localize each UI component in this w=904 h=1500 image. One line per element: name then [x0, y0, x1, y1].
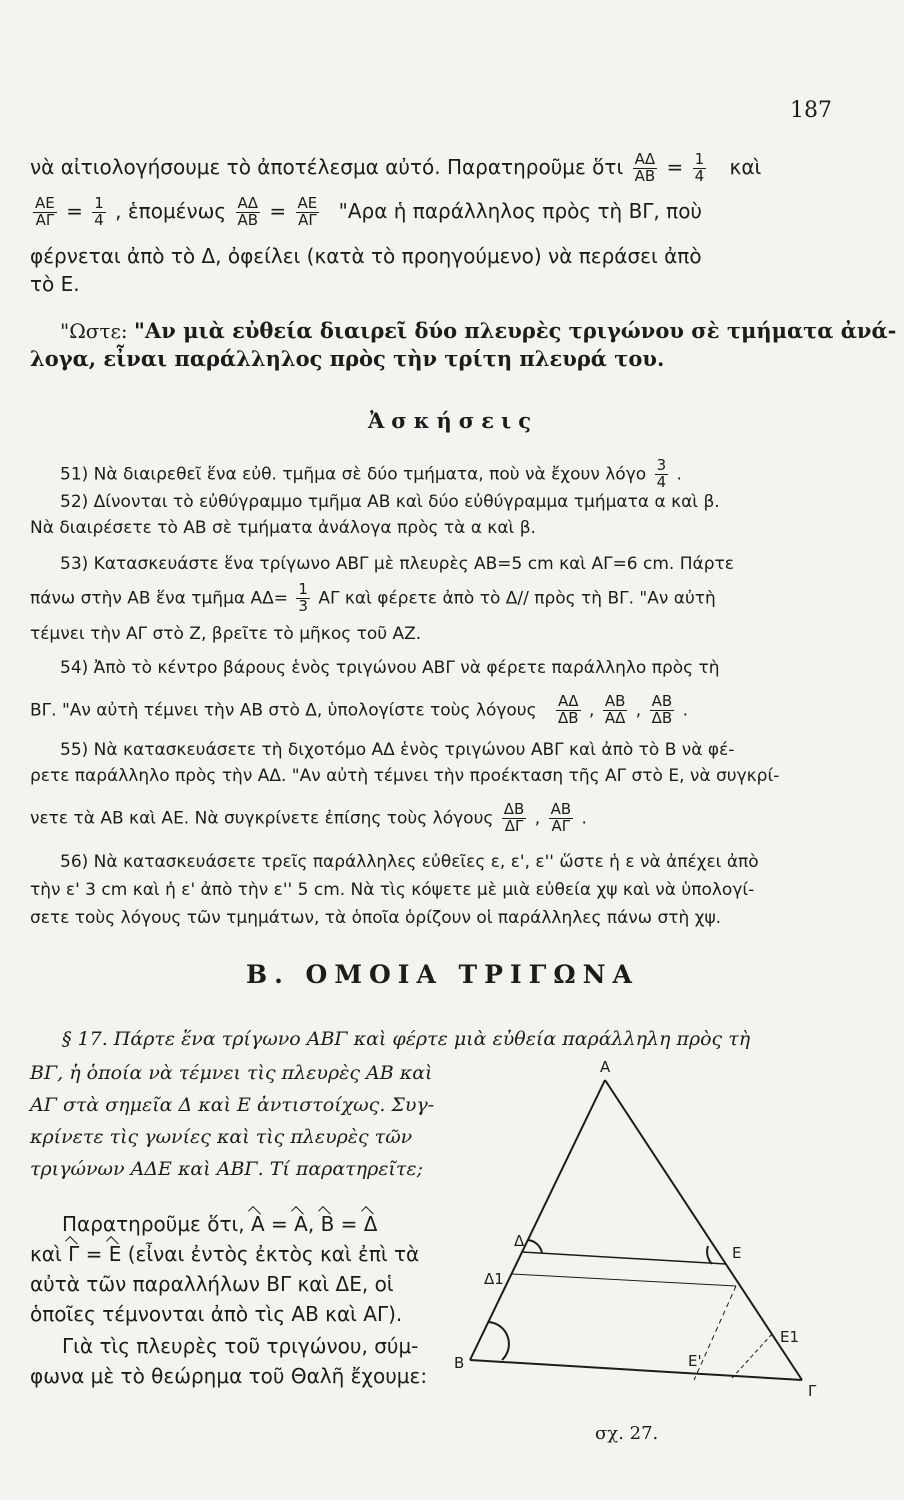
- section17-line-2: ΒΓ, ἡ ὁποία νὰ τέμνει τὶς πλευρὲς ΑΒ καὶ: [30, 1062, 433, 1084]
- num: ΑΒ: [651, 692, 673, 710]
- section-title: Β. ΟΜΟΙΑ ΤΡΙΓΩΝΑ: [246, 960, 639, 989]
- fraction-1-4: [693, 152, 707, 185]
- fraction-ab-db: [650, 694, 675, 727]
- exercise-51: [60, 458, 682, 491]
- exercise-55-line-2: ρετε παράλληλο πρὸς τὴν ΑΔ. "Αν αὐτὴ τέμνει τὴν προέκταση τῆς ΑΓ στὸ Ε, νὰ συγκρί-: [30, 766, 780, 786]
- theorem-text: "Αν μιὰ εὐθεία διαιρεῖ δύο πλευρὲς τριγώνου σὲ τμήματα ἀνά-: [133, 318, 897, 343]
- exercise-55-line-3: [30, 802, 587, 835]
- text: ΒΓ. "Αν αὐτὴ τέμνει τὴν ΑΒ στὸ Δ, ὑπολογίστε τοὺς λόγους: [30, 700, 537, 721]
- line-de: [522, 1252, 726, 1264]
- den: ΔΓ: [504, 816, 524, 835]
- num: ΑΔ: [236, 196, 261, 213]
- exercise-52-line-1: 52) Δίνονται τὸ εὐθύγραμμο τμῆμα ΑΒ καὶ δύο εὐθύγραμμα τμήματα α καὶ β.: [60, 492, 720, 512]
- exercise-55-line-1: 55) Νὰ κατασκευάσετε τὴ διχοτόμο ΑΔ ἑνὸς τριγώνου ΑΒΓ καὶ ἀπὸ τὸ Β νὰ φέ-: [60, 740, 735, 760]
- text: 51) Νὰ διαιρεθεῖ ἕνα εὐθ. τμῆμα σὲ δύο τμήματα, ποὺ νὰ ἔχουν λόγο: [60, 464, 647, 485]
- angle-arc-b: [488, 1322, 509, 1360]
- fraction-ad-ab: [236, 196, 261, 229]
- text: καὶ: [729, 154, 762, 179]
- fraction-db-dg: [502, 802, 527, 835]
- fraction-1-3: [296, 582, 310, 615]
- angle-hat: Ε: [108, 1242, 122, 1266]
- text: (εἶναι ἐντὸς ἐκτὸς καὶ ἐπὶ τὰ: [127, 1242, 420, 1266]
- text: .: [682, 700, 688, 721]
- equals: =: [85, 1242, 103, 1266]
- exercise-54-line-1: 54) Ἀπὸ τὸ κέντρο βάρους ἑνὸς τριγώνου ΑΒΓ νὰ φέρετε παράλληλο πρὸς τὴ: [60, 658, 720, 678]
- section17-para-4: ὁποῖες τέμνονται ἀπὸ τὶς ΑΒ καὶ ΑΓ).: [30, 1302, 403, 1326]
- label-ep: Ε': [688, 1352, 702, 1370]
- text: "Αρα ἡ παράλληλος πρὸς τὴ ΒΓ, ποὺ: [338, 198, 702, 223]
- text: καὶ: [30, 1242, 62, 1266]
- section17-line-3: ΑΓ στὰ σημεῖα Δ καὶ Ε ἀντιστοίχως. Συγ-: [30, 1094, 435, 1116]
- section17-line-1: § 17. Πάρτε ἕνα τρίγωνο ΑΒΓ καὶ φέρτε μιὰ εὐθεία παράλληλη πρὸς τὴ: [62, 1028, 751, 1050]
- exercise-56-line-3: σετε τοὺς λόγους τῶν τμημάτων, τὰ ὁποῖα ὁρίζουν οἱ παράλληλες πάνω στὴ χψ.: [30, 908, 722, 928]
- section17-line-4: κρίνετε τὶς γωνίες καὶ τὶς πλευρὲς τῶν: [30, 1126, 413, 1148]
- den: ΑΓ: [35, 210, 55, 229]
- exercise-56-line-1: 56) Νὰ κατασκευάσετε τρεῖς παράλληλες εὐθεῖες ε, ε', ε'' ὥστε ἡ ε νὰ ἀπέχει ἀπὸ: [60, 852, 759, 872]
- side-bg: [470, 1360, 802, 1380]
- side-ab: [470, 1080, 605, 1360]
- label-e1: Ε1: [780, 1328, 800, 1346]
- label-d1: Δ1: [484, 1270, 504, 1288]
- section17-para-2: [30, 1242, 419, 1266]
- angle-hat: Α: [250, 1212, 265, 1236]
- den: ΔΒ: [651, 708, 673, 727]
- section17-para-3: αὐτὰ τῶν παραλλήλων ΒΓ καὶ ΔΕ, οἱ: [30, 1272, 394, 1296]
- den: ΑΒ: [237, 210, 259, 229]
- den: ΑΓ: [298, 210, 317, 229]
- fraction-ab-ad: [603, 694, 628, 727]
- den: 3: [298, 596, 308, 615]
- text: ,: [534, 808, 541, 829]
- den: ΑΓ: [551, 816, 571, 835]
- den: ΔΒ: [558, 708, 579, 727]
- equals: =: [666, 154, 684, 179]
- text: .: [676, 464, 682, 485]
- exercise-52-line-2: Νὰ διαιρέσετε τὸ ΑΒ σὲ τμήματα ἀνάλογα πρὸς τὰ α καὶ β.: [30, 518, 536, 538]
- label-g: Γ: [808, 1382, 817, 1400]
- section17-para-1: [62, 1212, 377, 1236]
- text: νὰ αἰτιολογήσουμε τὸ ἀποτέλεσμα αὐτό. Παρατηροῦμε ὅτι: [30, 154, 624, 179]
- fraction-ad-db: [556, 694, 581, 727]
- fraction-ab-ag: [549, 802, 574, 835]
- angle-hat: Α: [294, 1212, 308, 1236]
- angle-hat: Γ: [68, 1242, 80, 1266]
- angle-arc-e: [707, 1246, 712, 1264]
- exercise-54-line-2: [30, 694, 688, 727]
- text: ΑΓ καὶ φέρετε ἀπὸ τὸ Δ// πρὸς τὴ ΒΓ. "Αν αὐτὴ: [318, 588, 716, 609]
- intro-line-2: [30, 196, 702, 229]
- num: 3: [656, 456, 667, 474]
- exercise-56-line-2: τὴν ε' 3 cm καὶ ἡ ε' ἀπὸ τὴν ε'' 5 cm. Νὰ τὶς κόψετε μὲ μιὰ εὐθεία χψ καὶ νὰ ὑπολογί-: [30, 880, 755, 900]
- den: 4: [94, 210, 104, 229]
- num: ΔΒ: [503, 800, 525, 818]
- section17-para-6: φωνα μὲ τὸ θεώρημα τοῦ Θαλῆ ἔχουμε:: [30, 1364, 428, 1388]
- text: Παρατηροῦμε ὅτι,: [62, 1212, 245, 1236]
- intro-line-4: τὸ Ε.: [30, 272, 80, 296]
- den: ΑΔ: [604, 708, 626, 727]
- side-ag: [605, 1080, 802, 1380]
- num: ΑΔ: [633, 152, 658, 169]
- label-e: Ε: [732, 1244, 742, 1262]
- equals: =: [271, 1212, 288, 1236]
- exercise-53-line-3: τέμνει τὴν ΑΓ στὸ Ζ, βρεῖτε τὸ μῆκος τοῦ ΑΖ.: [30, 624, 422, 644]
- fraction-1-4: [92, 196, 106, 229]
- equals: =: [269, 198, 287, 223]
- section17-line-5: τριγώνων ΑΔΕ καὶ ΑΒΓ. Τί παρατηρεῖτε;: [30, 1158, 423, 1180]
- text: , ἑπομένως: [115, 198, 227, 223]
- text: ,: [307, 1212, 315, 1236]
- angle-arc-d: [528, 1240, 542, 1253]
- equals: =: [66, 198, 83, 223]
- page-number: 187: [790, 98, 832, 123]
- intro-line-1: [30, 152, 761, 185]
- label-a: Α: [600, 1060, 611, 1076]
- text: ,: [635, 700, 642, 721]
- text: ,: [589, 700, 595, 721]
- exercise-53-line-1: 53) Κατασκευάστε ἕνα τρίγωνο ΑΒΓ μὲ πλευρὲς ΑΒ=5 cm καὶ ΑΓ=6 cm. Πάρτε: [60, 554, 734, 574]
- den: 4: [656, 472, 667, 491]
- den: ΑΒ: [634, 166, 656, 185]
- equals: =: [340, 1212, 358, 1236]
- num: ΑΒ: [604, 692, 626, 710]
- label-b: Β: [454, 1354, 465, 1372]
- num: 1: [94, 194, 104, 212]
- text: νετε τὰ ΑΒ καὶ ΑΕ. Νὰ συγκρίνετε ἐπίσης τοὺς λόγους: [30, 808, 494, 829]
- num: ΑΒ: [550, 800, 572, 818]
- angle-hat: Β: [320, 1212, 335, 1236]
- line-e1: [732, 1334, 772, 1378]
- figure-caption: σχ. 27.: [595, 1423, 659, 1444]
- num: ΑΕ: [297, 194, 318, 212]
- text: πάνω στὴν ΑΒ ἕνα τμῆμα ΑΔ=: [30, 588, 289, 609]
- fraction-ae-ag: [296, 196, 320, 229]
- intro-line-3: φέρνεται ἀπὸ τὸ Δ, ὀφείλει (κατὰ τὸ προηγούμενο) νὰ περάσει ἀπὸ: [30, 244, 702, 268]
- section17-para-5: Γιὰ τὶς πλευρὲς τοῦ τριγώνου, σύμ-: [62, 1334, 419, 1358]
- theorem-lead: "Ωστε:: [60, 319, 128, 343]
- triangle-figure: [450, 1060, 850, 1420]
- fraction-3-4: [655, 458, 669, 491]
- num: ΑΔ: [556, 694, 581, 711]
- num: ΑΕ: [35, 194, 55, 212]
- num: 1: [298, 580, 308, 598]
- line-d1: [512, 1274, 736, 1286]
- den: 4: [694, 166, 705, 185]
- text: .: [581, 808, 587, 829]
- exercises-heading: Ἀσκήσεις: [368, 408, 538, 433]
- fraction-ad-ab: [633, 152, 658, 185]
- angle-hat: Δ: [363, 1212, 378, 1236]
- theorem-line-2: λογα, εἶναι παράλληλος πρὸς τὴν τρίτη πλευρά του.: [30, 346, 665, 371]
- theorem-line-1: [60, 318, 896, 343]
- fraction-ae-ag: [33, 196, 57, 229]
- label-d: Δ: [514, 1232, 525, 1250]
- num: 1: [694, 150, 705, 168]
- exercise-53-line-2: [30, 582, 716, 615]
